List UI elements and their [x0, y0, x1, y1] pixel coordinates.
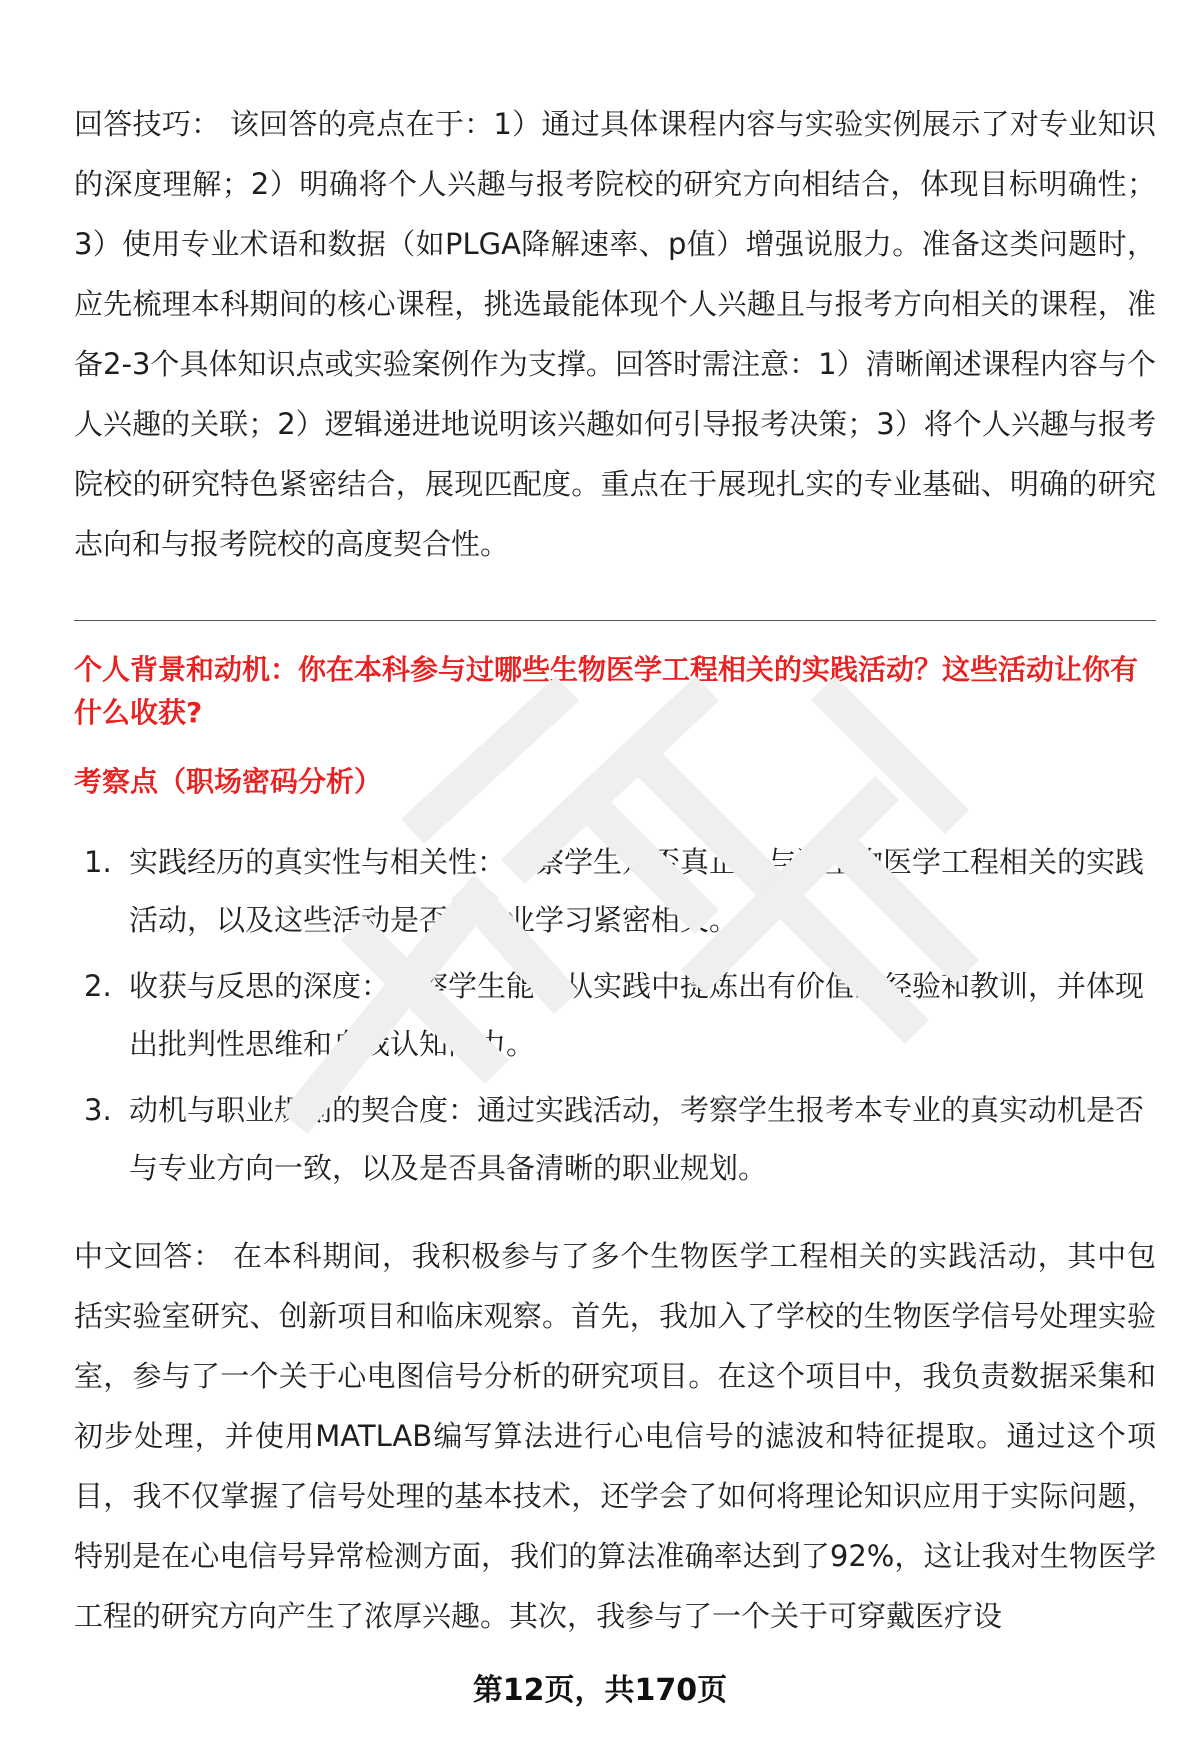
assessment-title: 考察点（职场密码分析）: [74, 765, 383, 798]
point-text: 实践经历的真实性与相关性：考察学生是否真正参与过生物医学工程相关的实践活动，以及这些活动是否与专业学习紧密相关。: [129, 845, 1145, 937]
assessment-point: [74, 957, 1156, 1073]
point-number: 2.: [84, 969, 112, 1003]
document-page: [74, 0, 1156, 1755]
point-text: 动机与职业规划的契合度：通过实践活动，考察学生报考本专业的真实动机是否与专业方向一致，以及是否具备清晰的职业规划。: [129, 1093, 1145, 1185]
assessment-points-list: [74, 833, 1156, 1205]
point-number: 3.: [84, 1093, 112, 1127]
assessment-point: [74, 1081, 1156, 1197]
assessment-point: [74, 833, 1156, 949]
point-number: 1.: [84, 845, 112, 879]
answer-tips-paragraph: 回答技巧： 该回答的亮点在于：1）通过具体课程内容与实验实例展示了对专业知识的深度理解；2）明确将个人兴趣与报考院校的研究方向相结合，体现目标明确性；3）使用专业术语和数据（如PLGA降解速率、p值）增强说服力。准备这类问题时，应先梳理本科期间的核心课程，挑选最能体现个人兴趣且与报考方向相关的课程，准备2-3个具体知识点或实验案例作为支撑。回答时需注意：1）清晰阐述课程内容与个人兴趣的关联；2）逻辑递进地说明该兴趣如何引导报考决策；3）将个人兴趣与报考院校的研究特色紧密结合，展现匹配度。重点在于展现扎实的专业基础、明确的研究志向和与报考院校的高度契合性。: [74, 107, 1156, 561]
point-text: 收获与反思的深度：考察学生能否从实践中提炼出有价值的经验和教训，并体现出批判性思维和自我认知能力。: [129, 969, 1145, 1061]
question-heading: 个人背景和动机：你在本科参与过哪些生物医学工程相关的实践活动？这些活动让你有什么收获?: [74, 653, 1139, 729]
section-divider: [74, 620, 1156, 621]
chinese-answer-paragraph: 中文回答： 在本科期间，我积极参与了多个生物医学工程相关的实践活动，其中包括实验室研究、创新项目和临床观察。首先，我加入了学校的生物医学信号处理实验室，参与了一个关于心电图信号分析的研究项目。在这个项目中，我负责数据采集和初步处理，并使用MATLAB编写算法进行心电信号的滤波和特征提取。通过这个项目，我不仅掌握了信号处理的基本技术，还学会了如何将理论知识应用于实际问题，特别是在心电信号异常检测方面，我们的算法准确率达到了92%，这让我对生物医学工程的研究方向产生了浓厚兴趣。其次，我参与了一个关于可穿戴医疗设: [74, 1239, 1156, 1633]
page-number-footer: 第12页，共170页: [472, 1673, 728, 1708]
